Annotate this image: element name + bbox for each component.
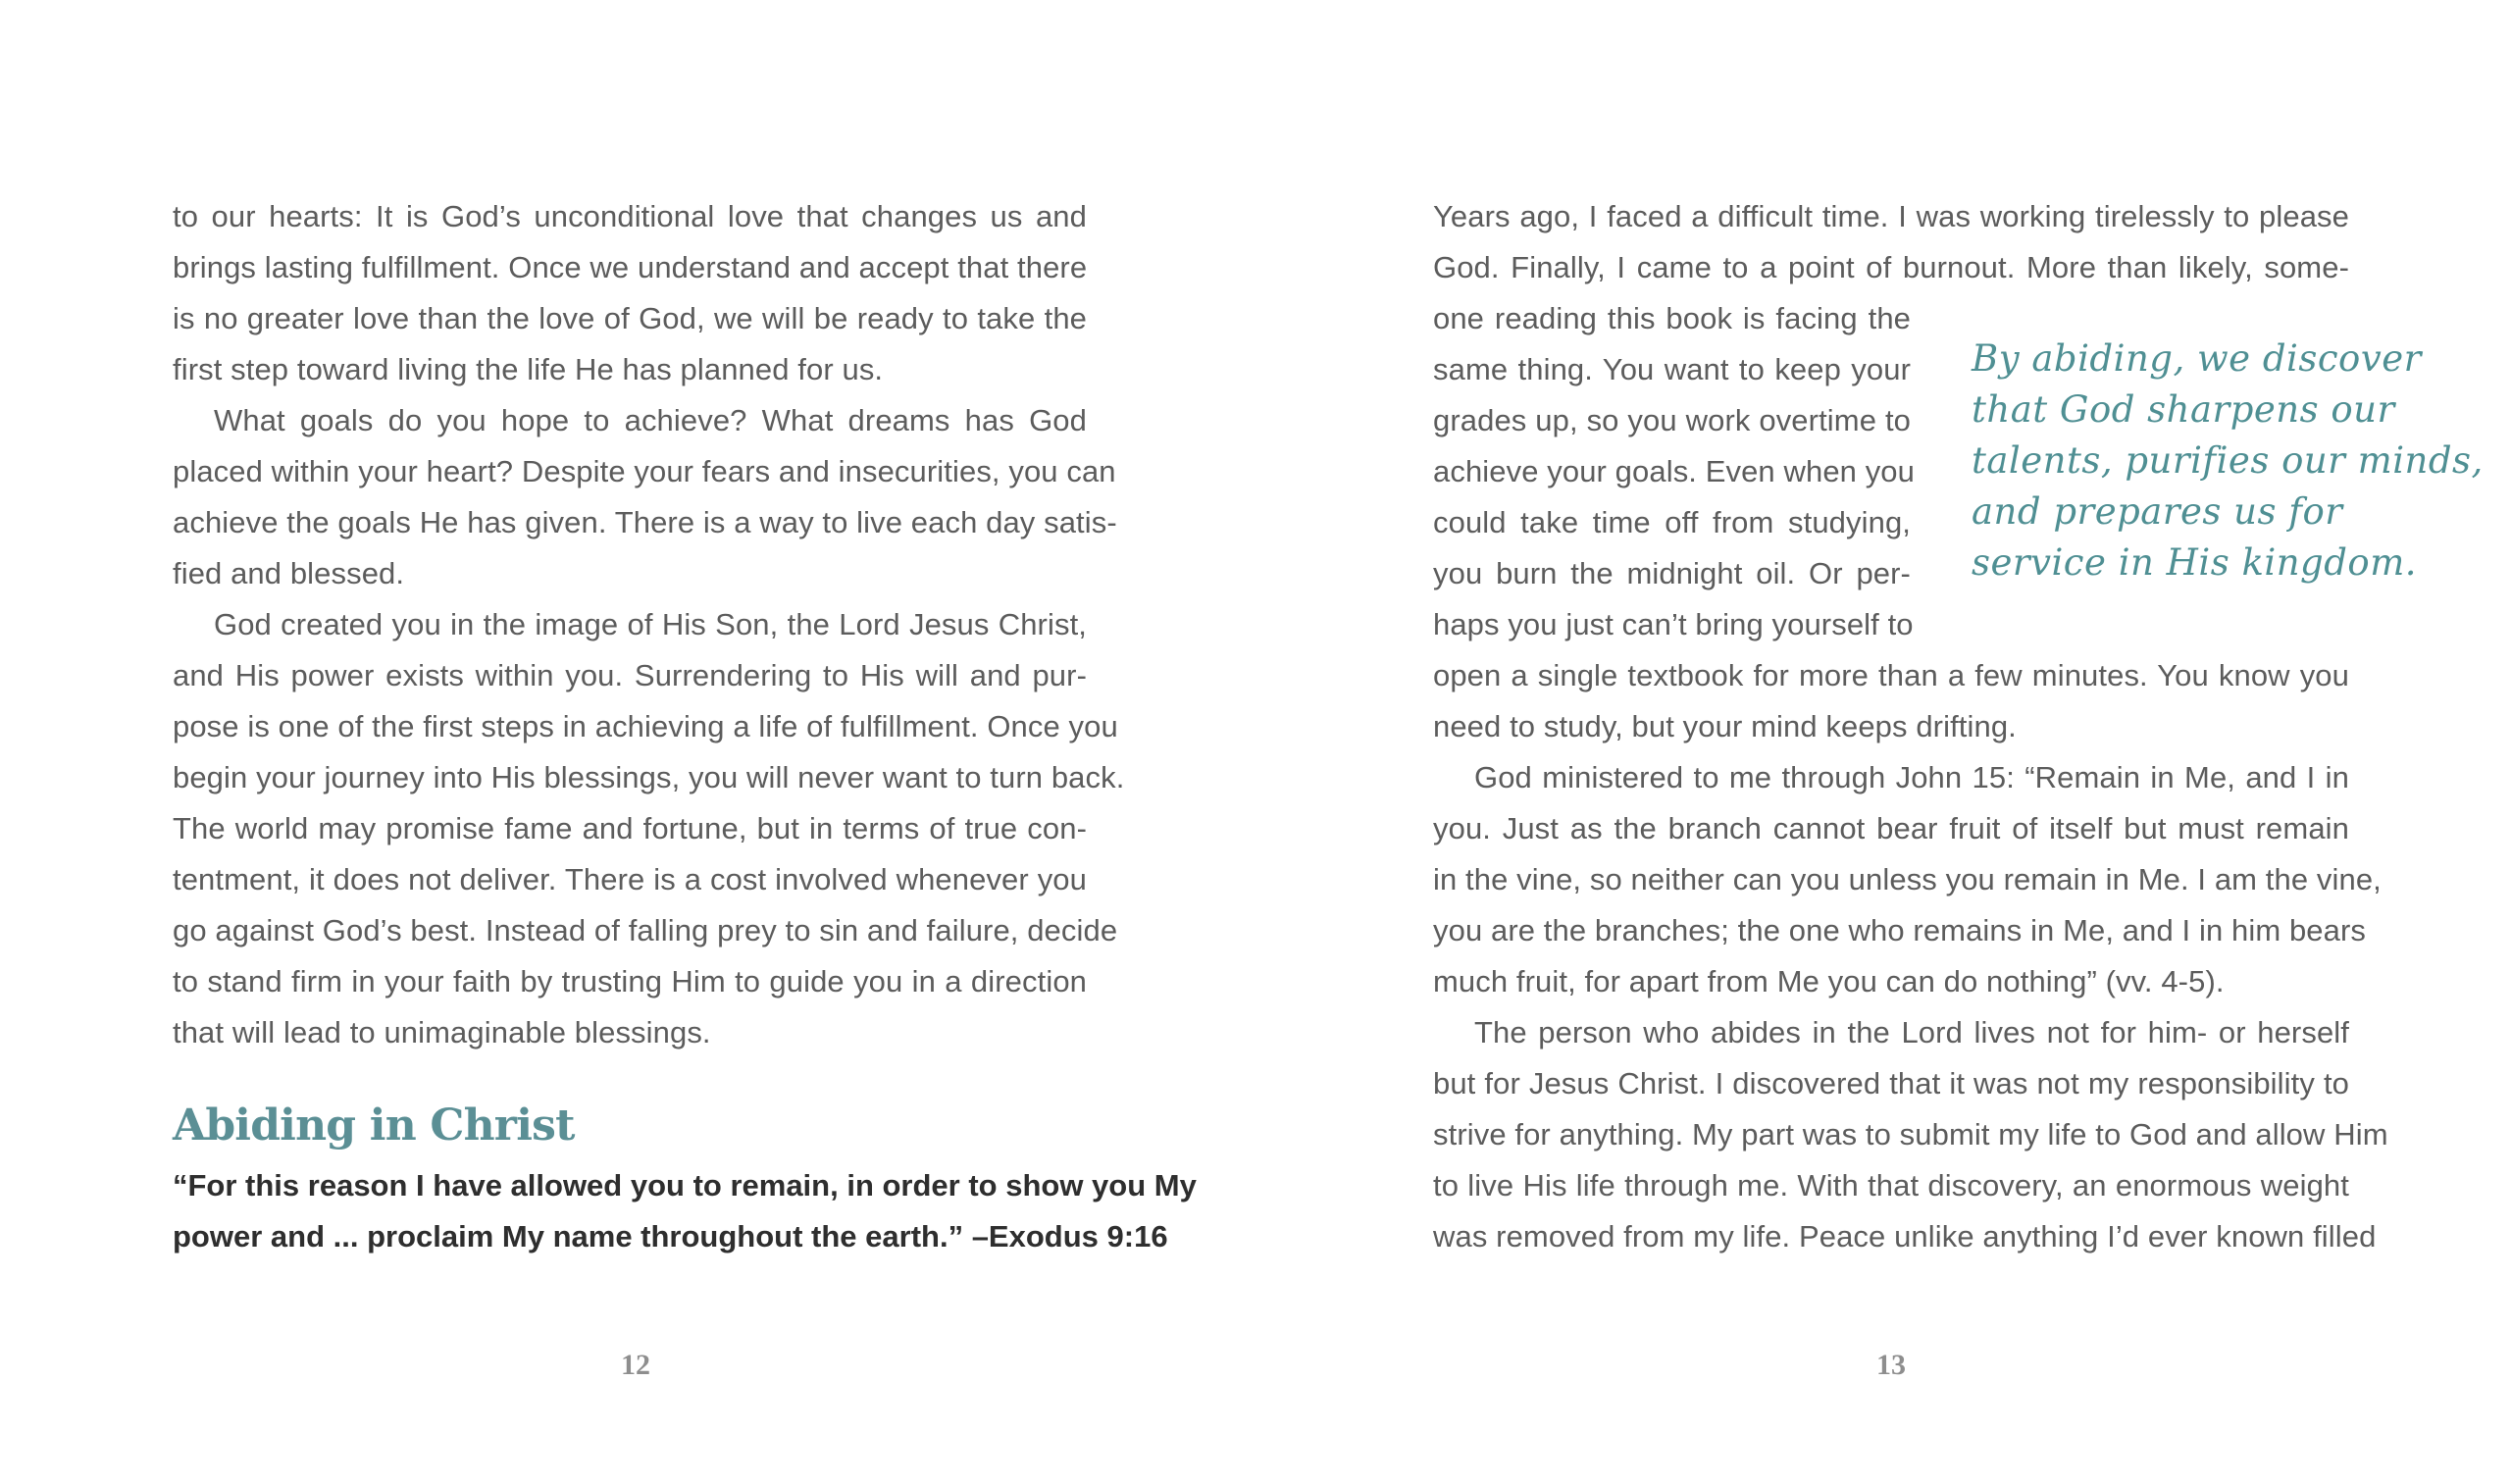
body-line: open a single textbook for more than a few minutes. You know you [1433, 658, 2349, 692]
body-line: tentment, it does not deliver. There is a cost involved whenever you [173, 862, 1087, 896]
page-number: 12 [621, 1349, 650, 1381]
body-line: in the vine, so neither can you unless you remain in Me. I am the vine, [1433, 862, 2382, 896]
body-line: first step toward living the life He has planned for us. [173, 352, 884, 386]
body-line: grades up, so you work overtime to [1433, 403, 1911, 437]
body-line: to our hearts: It is God’s unconditional love that changes us and [173, 199, 1087, 233]
pull-quote-line: and prepares us for [1972, 490, 2343, 533]
body-line: strive for anything. My part was to submit my life to God and allow Him [1433, 1117, 2388, 1151]
body-line: go against God’s best. Instead of falling prey to sin and failure, decide [173, 913, 1118, 947]
body-line: placed within your heart? Despite your fears and insecurities, you can [173, 454, 1116, 488]
pull-quote [1972, 333, 2482, 588]
pull-quote-line: service in His kingdom. [1972, 541, 2418, 584]
right-page [1256, 0, 2511, 1484]
body-line: and His power exists within you. Surrendering to His will and pur- [173, 658, 1087, 692]
pull-quote-line: talents, purifies our minds, [1972, 439, 2484, 482]
body-line: same thing. You want to keep your [1433, 352, 1911, 386]
body-line: haps you just can’t bring yourself to [1433, 607, 1914, 641]
body-line: pose is one of the first steps in achieving a life of fulfillment. Once you [173, 709, 1118, 743]
pull-quote-line: By abiding, we discover [1972, 337, 2422, 380]
body-line: that will lead to unimaginable blessings. [173, 1015, 711, 1049]
pull-quote-line: that God sharpens our [1972, 388, 2395, 431]
body-line: need to study, but your mind keeps drifting. [1433, 709, 2017, 743]
body-line: fied and blessed. [173, 556, 405, 590]
scripture-verse-line: “For this reason I have allowed you to remain, in order to show you My [173, 1168, 1197, 1203]
body-line: The person who abides in the Lord lives not for him- or herself [1474, 1015, 2349, 1049]
body-line: God created you in the image of His Son, the Lord Jesus Christ, [214, 607, 1087, 641]
body-line: to stand firm in your faith by trusting Him to guide you in a direction [173, 964, 1087, 998]
body-line: God. Finally, I came to a point of burnout. More than likely, some- [1433, 250, 2349, 284]
body-line: was removed from my life. Peace unlike anything I’d ever known filled [1433, 1219, 2377, 1254]
body-line: you. Just as the branch cannot bear fruit of itself but must remain [1433, 811, 2349, 845]
section-heading: Abiding in Christ [173, 1100, 575, 1151]
body-line: much fruit, for apart from Me you can do nothing” (vv. 4-5). [1433, 964, 2225, 998]
body-line: achieve your goals. Even when you [1433, 454, 1915, 488]
body-line: one reading this book is facing the [1433, 301, 1911, 335]
body-line: What goals do you hope to achieve? What dreams has God [214, 403, 1087, 437]
body-line: to live His life through me. With that discovery, an enormous weight [1433, 1168, 2349, 1203]
body-line: achieve the goals He has given. There is a way to live each day satis- [173, 505, 1117, 539]
body-line: you are the branches; the one who remains in Me, and I in him bears [1433, 913, 2367, 947]
body-line: is no greater love than the love of God, we will be ready to take the [173, 301, 1087, 335]
body-line: brings lasting fulfillment. Once we understand and accept that there [173, 250, 1088, 284]
body-line: could take time off from studying, [1433, 505, 1911, 539]
scripture-verse-line: power and ... proclaim My name throughout the earth.” –Exodus 9:16 [173, 1219, 1168, 1254]
body-line: begin your journey into His blessings, you will never want to turn back. [173, 760, 1125, 794]
body-line: God ministered to me through John 15: “Remain in Me, and I in [1474, 760, 2349, 794]
body-line: but for Jesus Christ. I discovered that it was not my responsibility to [1433, 1066, 2349, 1100]
body-line: Years ago, I faced a difficult time. I was working tirelessly to please [1433, 199, 2349, 233]
page-number: 13 [1876, 1349, 1906, 1381]
body-line: The world may promise fame and fortune, but in terms of true con- [173, 811, 1087, 845]
body-line: you burn the midnight oil. Or per- [1433, 556, 1911, 590]
